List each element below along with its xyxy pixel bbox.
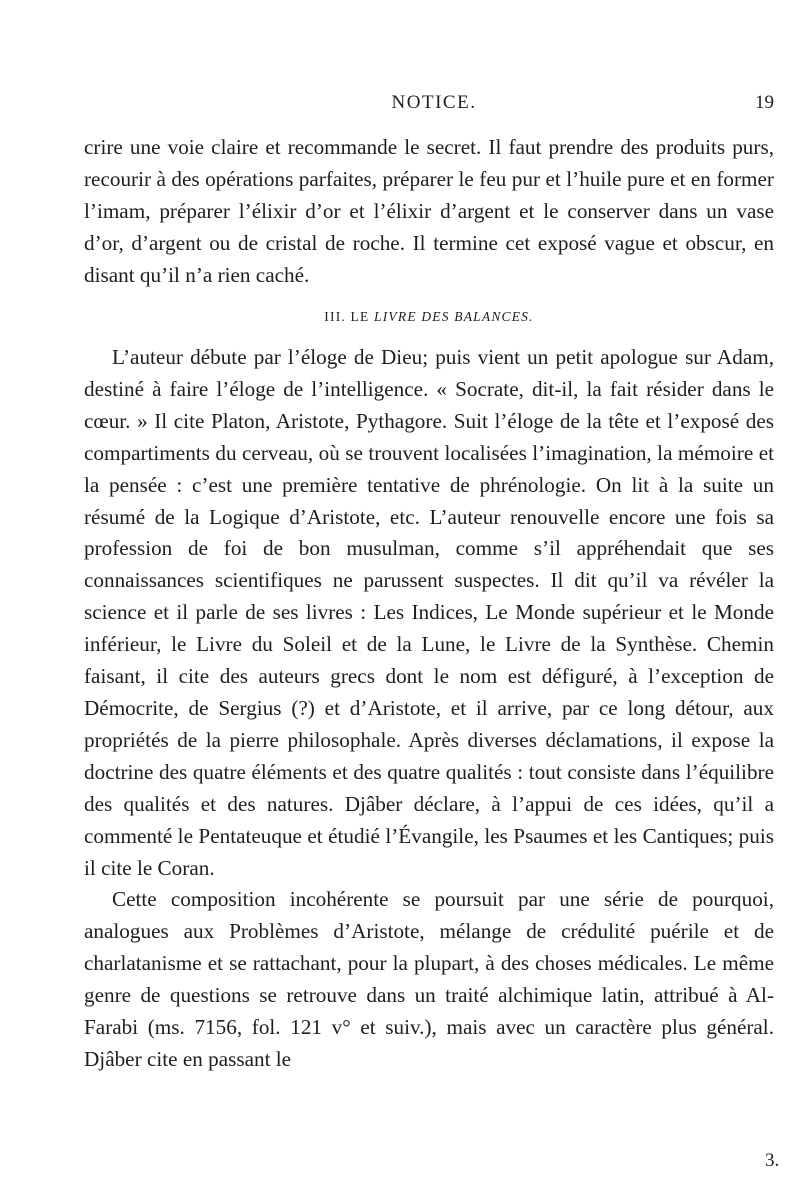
page-number: 19 — [755, 92, 774, 113]
section-title-prefix: LE — [350, 309, 370, 324]
section-title: LIVRE DES BALANCES. — [374, 309, 534, 324]
section-number: III. — [324, 309, 346, 324]
continuation-paragraph: crire une voie claire et recommande le secret. Il faut prendre des produits purs, recourir à des opérations parfaites, préparer le feu pur et l’huile pure et en former l’imam, préparer l’élixir d’or et l’élixir d’argent et le conserver dans un vase d’or, d’argent ou de cristal de roche. Il termine cet exposé vague et obscur, en disant qu’il n’a rien caché. — [84, 135, 774, 287]
continuation-text — [84, 132, 774, 292]
section-body — [84, 342, 774, 1076]
section-heading — [84, 309, 774, 325]
running-head — [84, 92, 774, 118]
body-paragraph: Cette composition incohérente se poursuit par une série de pourquoi, analogues aux Problèmes d’Aristote, mélange de crédulité puérile et de charlatanisme et se rattachant, pour la plupart, à des choses médicales. Le même genre de questions se retrouve dans un traité alchimique latin, attribué à Al-Farabi (ms. 7156, fol. 121 v° et suiv.), mais avec un caractère plus général. Djâber cite en passant le — [84, 887, 774, 1071]
running-title: NOTICE. — [391, 92, 477, 113]
body-paragraph: L’auteur débute par l’éloge de Dieu; puis vient un petit apologue sur Adam, destiné à faire l’éloge de l’intelligence. « Socrate, dit-il, la fait résider dans le cœur. » Il cite Platon, Aristote, Pythagore. Suit l’éloge de la tête et l’exposé des compartiments du cerveau, où se trouvent localisées l’imagination, la mémoire et la pensée : c’est une première tentative de phrénologie. On lit à la suite un résumé de la Logique d’Aristote, etc. L’auteur renouvelle encore une fois sa profession de foi de bon musulman, comme s’il appréhendait que ses connaissances scientifiques ne parussent suspectes. Il dit qu’il va révéler la science et il parle de ses livres : Les Indices, Le Monde supérieur et le Monde inférieur, le Livre du Soleil et de la Lune, le Livre de la Synthèse. Chemin faisant, il cite des auteurs grecs dont le nom est défiguré, à l’exception de Démocrite, de Sergius (?) et d’Aristote, et il arrive, par ce long détour, aux propriétés de la pierre philosophale. Après diverses déclamations, il expose la doctrine des quatre éléments et des quatre qualités : tout consiste dans l’équilibre des qualités et des natures. Djâber déclare, à l’appui de ces idées, qu’il a commenté le Pentateuque et étudié l’Évangile, les Psaumes et les Cantiques; puis il cite le Coran. — [84, 345, 774, 880]
signature-mark: 3. — [765, 1150, 780, 1171]
